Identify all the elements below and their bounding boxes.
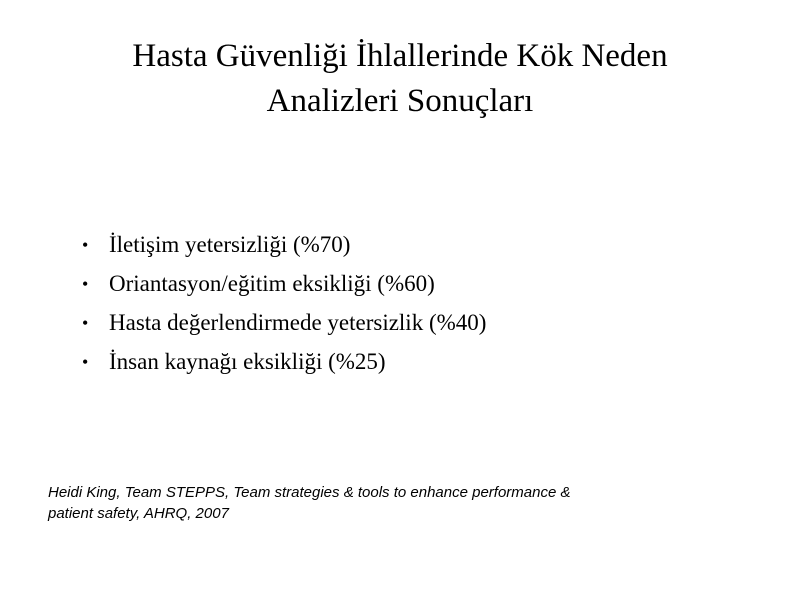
citation <box>48 482 728 524</box>
bullet-icon: • <box>82 352 89 372</box>
bullet-item <box>78 306 738 345</box>
bullet-item <box>78 267 738 306</box>
bullet-icon: • <box>82 235 89 255</box>
bullet-icon: • <box>82 274 89 294</box>
bullet-list <box>78 228 738 384</box>
bullet-text: İnsan kaynağı eksikliği (%25) <box>109 349 386 374</box>
slide-title-line-1: Hasta Güvenliği İhlallerinde Kök Neden <box>132 38 668 74</box>
bullet-item <box>78 228 738 267</box>
bullet-item <box>78 345 738 384</box>
bullet-icon: • <box>82 313 89 333</box>
bullet-text: Oriantasyon/eğitim eksikliği (%60) <box>109 271 435 296</box>
slide-title <box>60 34 740 124</box>
citation-line-1: Heidi King, Team STEPPS, Team strategies & tools to enhance performance & <box>48 484 571 501</box>
slide-title-line-2: Analizleri Sonuçları <box>266 83 534 119</box>
citation-line-2: patient safety, AHRQ, 2007 <box>48 505 229 522</box>
bullet-text: İletişim yetersizliği (%70) <box>109 232 351 257</box>
bullet-text: Hasta değerlendirmede yetersizlik (%40) <box>109 310 487 335</box>
